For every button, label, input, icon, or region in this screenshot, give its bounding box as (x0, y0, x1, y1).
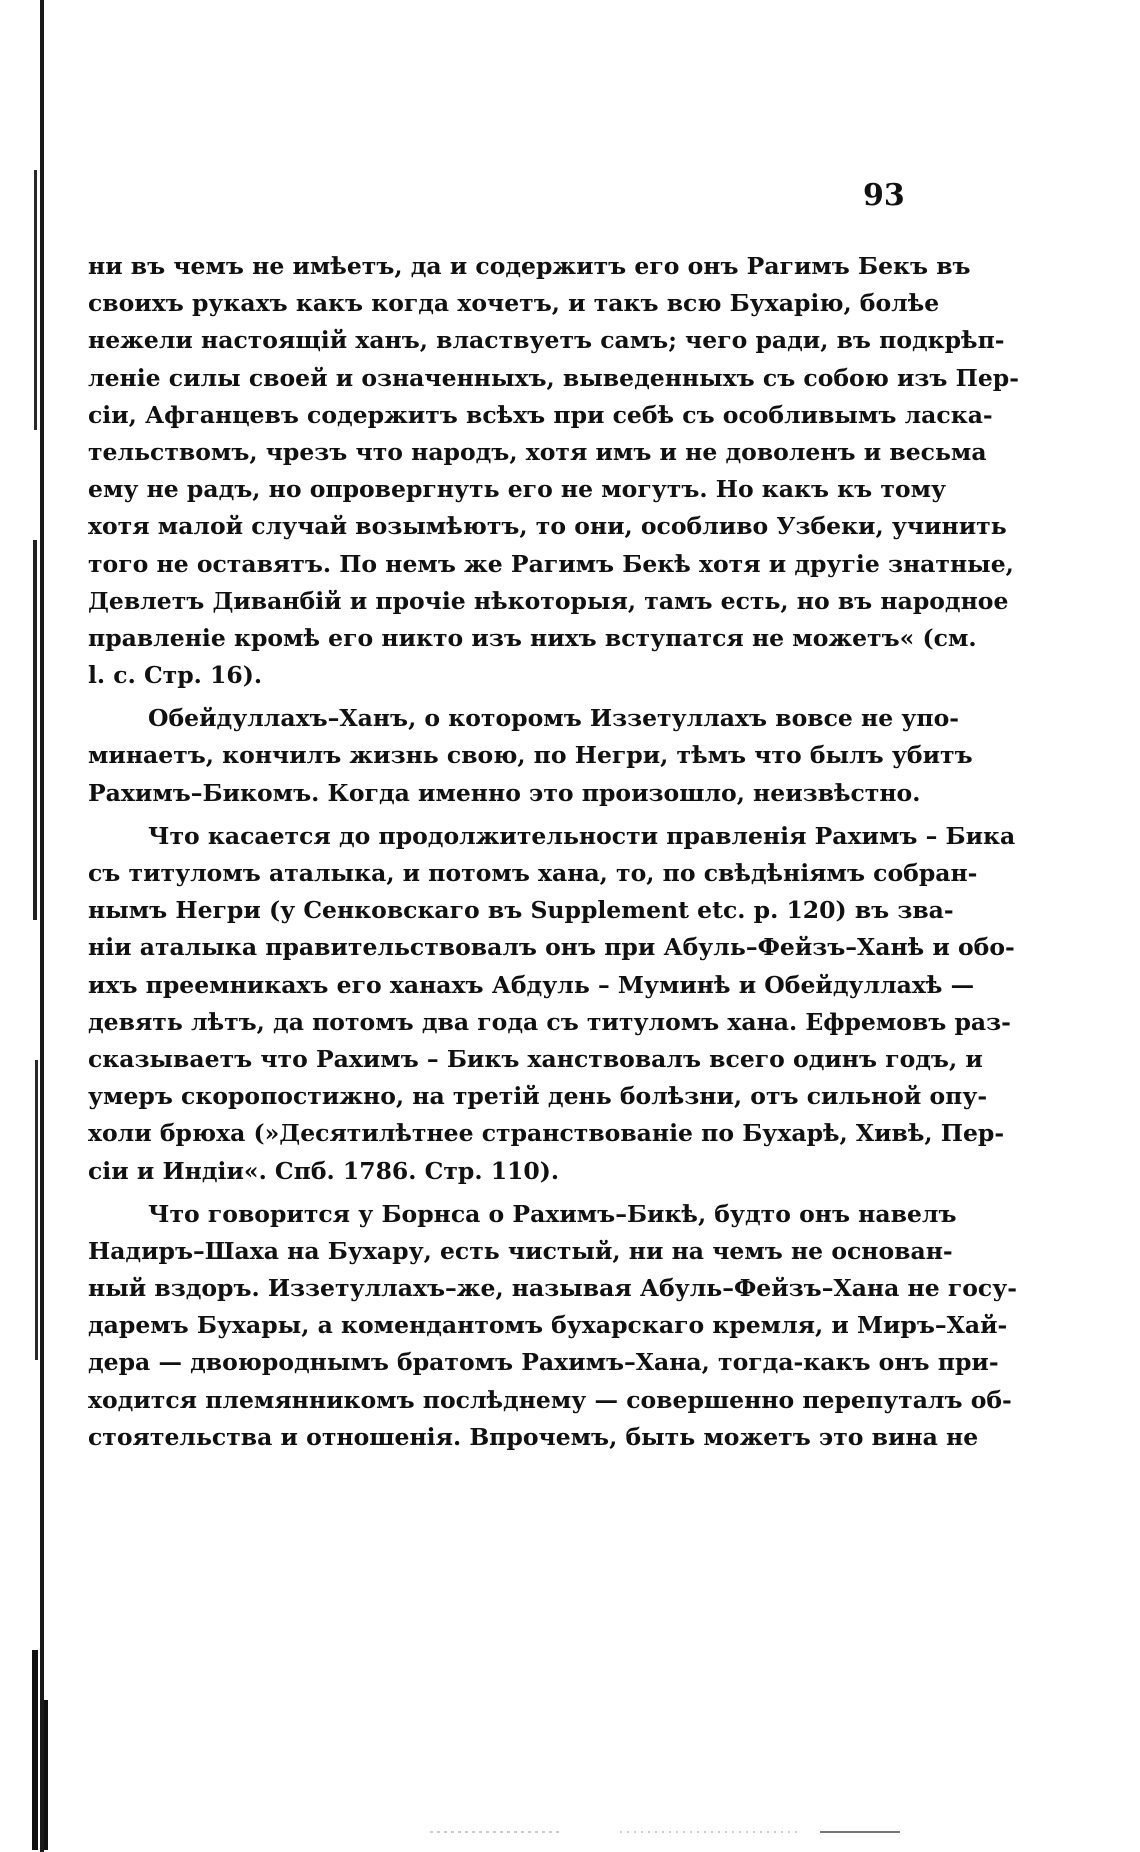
text-line: дера — двоюроднымъ братомъ Рахимъ–Хана, тогда-какъ онъ при- (88, 1348, 999, 1377)
scan-bottom-noise (0, 1810, 1140, 1850)
paragraph (88, 1196, 1018, 1456)
text-line: своихъ рукахъ какъ когда хочетъ, и такъ всю Бухарію, болѣе (88, 289, 940, 318)
body-text (88, 248, 1019, 1456)
text-line: ихъ преемникахъ его ханахъ Абдуль – Муминѣ и Обейдуллахѣ — (88, 970, 975, 999)
text-line: ніи аталыка правительствовалъ онъ при Абуль–Фейзъ–Ханѣ и обо- (88, 933, 1015, 962)
paragraph (88, 818, 1016, 1190)
text-line: девять лѣтъ, да потомъ два года съ титуломъ хана. Ефремовъ раз- (88, 1007, 1011, 1036)
text-line: Что касается до продолжительности правленія Рахимъ – Бика (148, 821, 1016, 850)
text-line: леніе силы своей и означенныхъ, выведенныхъ съ собою изъ Пер- (88, 363, 1019, 392)
paragraph (88, 700, 973, 812)
text-line: Рахимъ–Бикомъ. Когда именно это произошло, неизвѣстно. (88, 778, 921, 807)
text-line: Надиръ–Шаха на Бухару, есть чистый, ни на чемъ не основан- (88, 1236, 953, 1265)
paragraph (88, 248, 1019, 694)
text-line: тельствомъ, чрезъ что народъ, хотя имъ и не доволенъ и весьма (88, 437, 987, 466)
text-line: ходится племянникомъ послѣднему — совершенно перепуталъ об- (88, 1385, 1012, 1414)
text-line: ный вздоръ. Иззетуллахъ–же, называя Абуль–Фейзъ–Хана не госу- (88, 1274, 1018, 1303)
text-line: съ титуломъ аталыка, и потомъ хана, то, по свѣдѣніямъ собран- (88, 859, 978, 887)
text-line: даремъ Бухары, а комендантомъ бухарскаго кремля, и Миръ–Хай- (88, 1311, 1008, 1340)
text-line: сказываетъ что Рахимъ – Бикъ ханствовалъ всего одинъ годъ, и (88, 1044, 983, 1073)
text-line: умеръ скоропостижно, на третій день болѣзни, отъ сильной опу- (88, 1082, 988, 1111)
text-line: ни въ чемъ не имѣетъ, да и содержитъ его онъ Рагимъ Бекъ въ (88, 252, 971, 280)
text-line: того не оставятъ. По немъ же Рагимъ Бекѣ хотя и другіе знатные, (88, 549, 1014, 578)
text-line: сіи и Индіи«. Спб. 1786. Стр. 110). (88, 1156, 560, 1185)
text-line: правленіе кромѣ его никто изъ нихъ вступатся не можетъ« (см. (88, 623, 977, 652)
text-line: ему не радъ, но опровергнуть его не могутъ. Но какъ къ тому (88, 475, 947, 504)
text-line: Обейдуллахъ–Ханъ, о которомъ Иззетуллахъ вовсе не упо- (148, 704, 960, 733)
text-line: стоятельства и отношенія. Впрочемъ, быть можетъ это вина не (88, 1422, 979, 1451)
text-line: нежели настоящій ханъ, властвуетъ самъ; чего ради, въ подкрѣп- (88, 326, 1005, 355)
page-number: 93 (863, 178, 905, 213)
text-line: l. c. Стр. 16). (88, 661, 263, 690)
text-line: хотя малой случай возымѣютъ, то они, особливо Узбеки, учинить (88, 512, 1007, 541)
text-line: Девлетъ Диванбій и прочіе нѣкоторыя, тамъ есть, но въ народное (88, 586, 1009, 615)
text-line: холи брюха (»Десятилѣтнее странствованіе по Бухарѣ, Хивѣ, Пер- (88, 1119, 1005, 1148)
text-line: минаетъ, кончилъ жизнь свою, по Негри, тѣмъ что былъ убитъ (88, 741, 973, 770)
binding-edge-artifact (0, 0, 60, 1852)
text-line: сіи, Афганцевъ содержитъ всѣхъ при себѣ съ особливымъ ласка- (88, 400, 993, 429)
text-line: Что говорится у Борнса о Рахимъ–Бикѣ, будто онъ навелъ (148, 1199, 957, 1228)
text-line: нымъ Негри (у Сенковскаго въ Supplement etc. p. 120) въ зва- (88, 896, 954, 925)
